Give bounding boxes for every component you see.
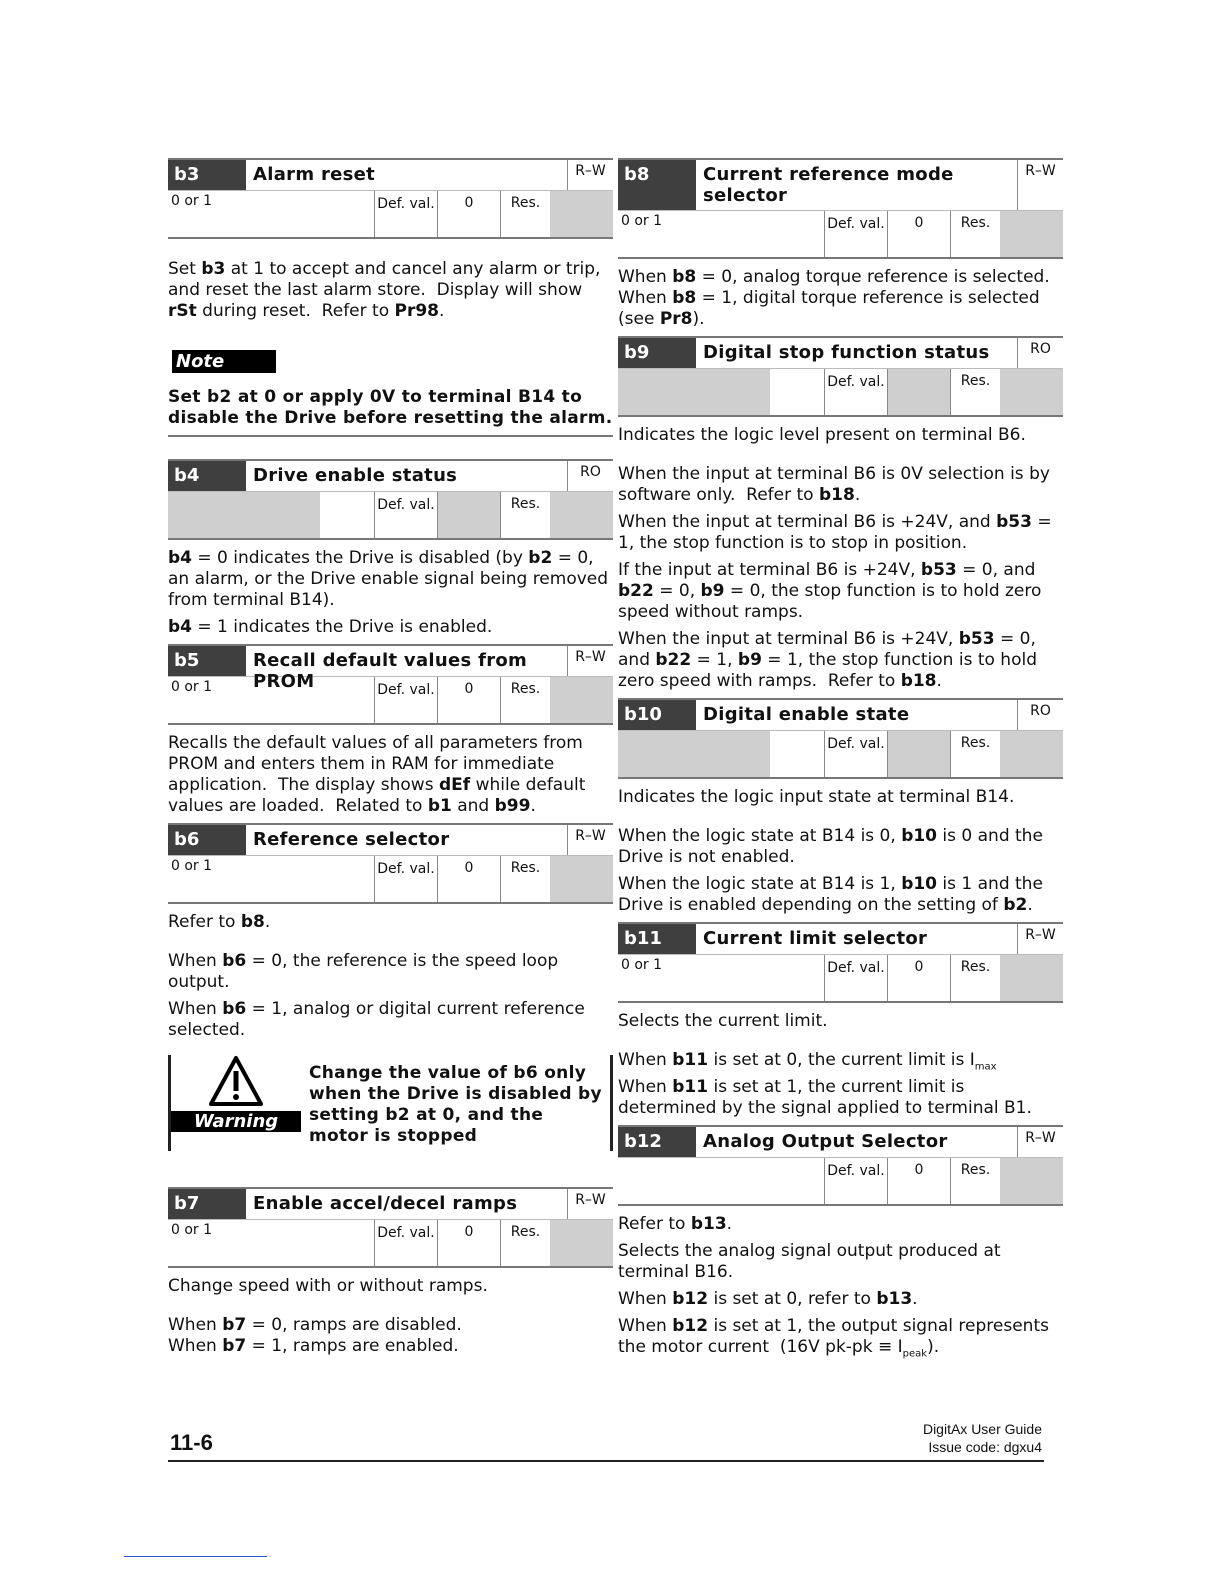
b4-description: b4 = 0 indicates the Drive is disabled (by b2 = 0, an alarm, or the Drive enable signal being removed from terminal B14). [168,548,609,610]
resolution-value [550,1220,613,1266]
resolution-label: Res. [500,1220,550,1266]
param-access: R–W [567,1189,613,1219]
param-table-b10 [618,698,1063,779]
left-column [168,158,613,1363]
resolution-label: Res. [950,369,1000,415]
default-label: Def. val. [374,677,438,723]
param-name: Reference selector [253,829,450,850]
default-label: Def. val. [824,731,888,777]
resolution-label: Res. [500,191,550,237]
param-access: RO [1017,700,1063,730]
param-range: 0 or 1 [171,1222,213,1238]
b11-description: Selects the current limit. [618,1011,828,1031]
note-text: Set b2 at 0 or apply 0V to terminal B14 to disable the Drive before resetting the alarm. [168,387,613,437]
param-name: Alarm reset [253,164,376,185]
b9-description: Indicates the logic level present on terminal B6. [618,425,1026,445]
param-table-b6 [168,823,613,904]
b4-description-2: b4 = 1 indicates the Drive is enabled. [168,617,493,637]
guide-title: DigitAx User Guide [922,1421,1042,1437]
param-access: R–W [1017,1127,1063,1157]
default-label: Def. val. [374,856,438,902]
resolution-label: Res. [950,1158,1000,1204]
param-name: Analog Output Selector [703,1131,948,1153]
default-label: Def. val. [824,369,888,415]
b8-description: When b8 = 0, analog torque reference is selected. When b8 = 1, digital torque reference is selected (see Pr8). [618,267,1050,329]
param-access: R–W [1017,160,1063,210]
param-name: Current limit selector [703,928,928,949]
param-code: b10 [618,700,696,730]
page-number: 11-6 [170,1430,213,1455]
b12-description-3: When b12 is set at 1, the output signal represents the motor current (16V $pk-pk \equiv I_{peak}$). [618,1316,1049,1360]
right-column [618,158,1063,1371]
param-code: b5 [168,646,246,676]
b3-description: Set b3 at 1 to accept and cancel any alarm or trip, and reset the last alarm store. Display will show rSt during reset. Refer to Pr98. [168,259,601,321]
default-value: 0 [464,1224,474,1240]
b12-description-2: When b12 is set at 0, refer to b13. [618,1289,918,1310]
footer-divider [168,1460,1044,1462]
b7-description: Change speed with or without ramps. [168,1276,488,1296]
warning-box [168,1055,613,1151]
resolution-value [1000,211,1063,257]
resolution-label: Res. [950,211,1000,257]
resolution-value [1000,731,1063,777]
b9-description-2: When the input at terminal B6 is 0V selection is by software only. Refer to b18. [618,464,1050,505]
b12-refer: Refer to b13. [618,1214,733,1235]
b10-description-3: When the logic state at B14 is 1, b10 is 1 and the Drive is enabled depending on the setting of b2. [618,874,1043,915]
param-access: R–W [567,646,613,676]
default-label: Def. val. [374,492,438,538]
param-access: R–W [1017,924,1063,954]
default-value [888,731,950,777]
param-code: b12 [618,1127,696,1157]
b12-description: Selects the analog signal output produced at terminal B16. [618,1241,1001,1283]
resolution-value [550,191,613,237]
resolution-value [1000,369,1063,415]
warning-triangle-icon [208,1055,264,1107]
param-range [618,731,770,777]
resolution-label: Res. [950,731,1000,777]
b6-description: When b6 = 0, the reference is the speed loop output. [168,951,559,992]
param-table-b7 [168,1187,613,1268]
param-range [618,1158,824,1204]
resolution-label: Res. [500,492,550,538]
b6-description-2: When b6 = 1, analog or digital current reference selected. [168,999,585,1040]
b9-description-4: If the input at terminal B6 is +24V, b53 = 0, and b22 = 0, b9 = 0, the stop function is to hold zero speed without ramps. [618,560,1042,622]
default-value: 0 [464,860,474,876]
param-code: b6 [168,825,246,855]
default-value: 0 [914,215,924,231]
param-code: b8 [618,160,696,210]
b7-description-2: When b7 = 0, ramps are disabled. When b7 = 1, ramps are enabled. [168,1315,462,1356]
param-table-b9 [618,336,1063,417]
param-table-b3 [168,158,613,239]
resolution-label: Res. [500,677,550,723]
default-label: Def. val. [374,1220,438,1266]
param-name: Drive enable status [253,465,458,486]
note-label: Note [172,350,276,373]
resolution-label: Res. [500,856,550,902]
warning-text: Change the value of b6 only when the Drive is disabled by setting b2 at 0, and the motor is stopped [309,1063,602,1146]
param-table-b5 [168,644,613,725]
b5-description: Recalls the default values of all parameters from PROM and enters them in RAM for immediate application. The display shows dEf while default values are loaded. Related to b1 and b99. [168,733,586,816]
param-table-b12 [618,1125,1063,1206]
resolution-label: Res. [950,955,1000,1001]
param-name: Digital enable state [703,704,910,725]
param-name: Digital stop function status [703,342,990,363]
b6-refer: Refer to b8. [168,912,271,932]
bottom-link-line[interactable] [124,1556,267,1557]
default-value [438,492,500,538]
param-access: R–W [567,160,613,190]
b9-description-3: When the input at terminal B6 is +24V, and b53 = 1, the stop function is to stop in position. [618,512,1052,553]
param-code: b9 [618,338,696,368]
default-value: 0 [464,195,474,211]
document-title [923,1420,1042,1456]
param-name: Recall default values from PROM [253,650,528,692]
param-code: b7 [168,1189,246,1219]
param-range: 0 or 1 [621,213,663,229]
resolution-value [1000,955,1063,1001]
default-label: Def. val. [824,1158,888,1204]
param-range: 0 or 1 [171,679,213,695]
default-label: Def. val. [374,191,438,237]
param-range [168,492,320,538]
issue-code: Issue code: dgxu4 [928,1439,1042,1455]
param-access: RO [1017,338,1063,368]
param-table-b8 [618,158,1063,259]
param-name: Enable accel/decel ramps [253,1193,518,1214]
default-label: Def. val. [824,211,888,257]
param-code: b4 [168,461,246,491]
param-access: R–W [567,825,613,855]
resolution-value [1000,1158,1063,1204]
default-value: 0 [914,959,924,975]
param-table-b11 [618,922,1063,1003]
param-table-b4 [168,459,613,540]
resolution-value [550,492,613,538]
param-access: RO [567,461,613,491]
param-range [618,369,770,415]
param-code: b11 [618,924,696,954]
param-range: 0 or 1 [171,858,213,874]
param-code: b3 [168,160,246,190]
b9-description-5: When the input at terminal B6 is +24V, b53 = 0, and b22 = 1, b9 = 1, the stop function is to hold zero speed with ramps. Refer to b18. [618,629,1037,691]
b11-description-2: When b11 is set at 0, the current limit is $I_{max}$ When b11 is set at 1, the current limit is determined by the signal applied to terminal B1. [618,1050,1032,1119]
param-range: 0 or 1 [171,193,213,209]
b10-description: Indicates the logic input state at terminal B14. [618,787,1015,807]
param-range: 0 or 1 [621,957,663,973]
resolution-value [550,677,613,723]
b10-description-2: When the logic state at B14 is 0, b10 is 0 and the Drive is not enabled. [618,826,1043,867]
default-value [888,369,950,415]
default-label: Def. val. [824,955,888,1001]
resolution-value [550,856,613,902]
default-value: 0 [914,1162,924,1179]
default-value: 0 [464,681,474,697]
warning-label: Warning [171,1111,301,1132]
param-name: Current reference mode selector [703,164,954,206]
